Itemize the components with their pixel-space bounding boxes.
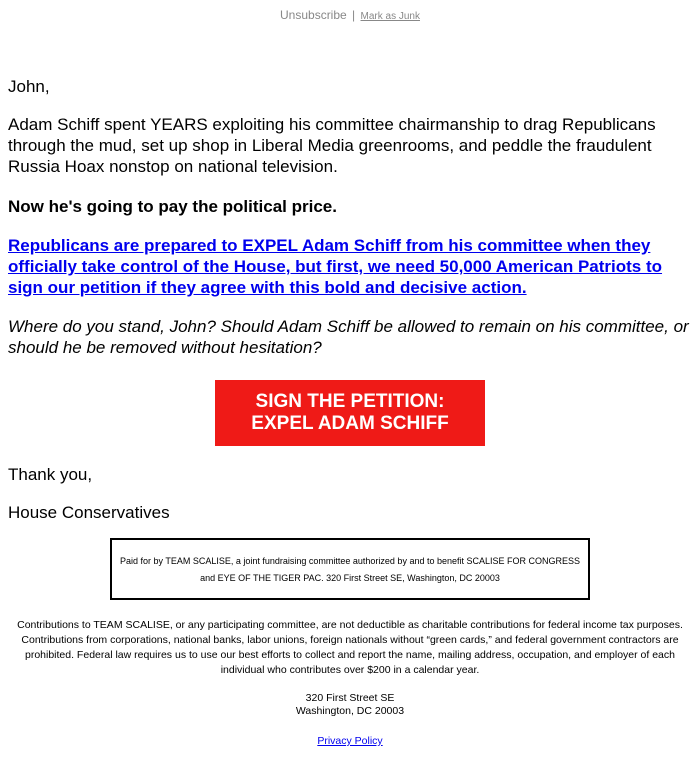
header-separator: | <box>352 8 356 22</box>
email-header-links <box>0 8 700 22</box>
intro-paragraph: Adam Schiff spent YEARS exploiting his committee chairmanship to drag Republicans through the mud, set up shop in Liberal Media greenrooms, and peddle the fraudulent Russia Hoax nonstop on national television. <box>8 115 656 176</box>
unsubscribe-link[interactable]: Unsubscribe <box>280 8 347 22</box>
signature: House Conservatives <box>8 503 170 522</box>
address-line-2: Washington, DC 20003 <box>295 705 405 717</box>
email-body <box>8 76 692 541</box>
cta-line-1: SIGN THE PETITION: <box>255 391 445 412</box>
cta-line-2: EXPEL ADAM SCHIFF <box>251 413 449 434</box>
greeting: John, <box>8 77 50 96</box>
paid-for-text: Paid for by TEAM SCALISE, a joint fundraising committee authorized by and to benefit SCALISE FOR CONGRESS and EYE OF THE TIGER PAC. 320 First Street SE, Washington, DC 20003 <box>119 556 581 583</box>
closing-thanks: Thank you, <box>8 465 93 484</box>
sign-petition-button[interactable] <box>215 380 485 446</box>
privacy-container <box>0 735 700 747</box>
bold-headline: Now he's going to pay the political price. <box>8 197 337 216</box>
mailing-address <box>0 692 700 718</box>
privacy-policy-link[interactable]: Privacy Policy <box>317 735 383 747</box>
cta-container <box>8 380 692 446</box>
address-line-1: 320 First Street SE <box>305 692 395 704</box>
question-paragraph: Where do you stand, John? Should Adam Schiff be allowed to remain on his committee, or should he be removed without hesitation? <box>8 317 689 357</box>
contribution-disclaimer: Contributions to TEAM SCALISE, or any participating committee, are not deductible as charitable contributions for federal income tax purposes. Contributions from corporations, national banks, labor unions, foreign nationals without “green cards,” and federal government contractors are prohibited. Federal law requires us to use our best efforts to collect and report the name, mailing address, occupation, and employer of each individual who contributes over $200 in a calendar year. <box>17 619 683 676</box>
paid-for-box <box>110 538 590 600</box>
mark-as-junk-link[interactable]: Mark as Junk <box>360 11 420 22</box>
petition-link[interactable]: Republicans are prepared to EXPEL Adam Schiff from his committee when they officially take control of the House, but first, we need 50,000 American Patriots to sign our petition if they agree with this bold and decisive action. <box>8 236 663 297</box>
